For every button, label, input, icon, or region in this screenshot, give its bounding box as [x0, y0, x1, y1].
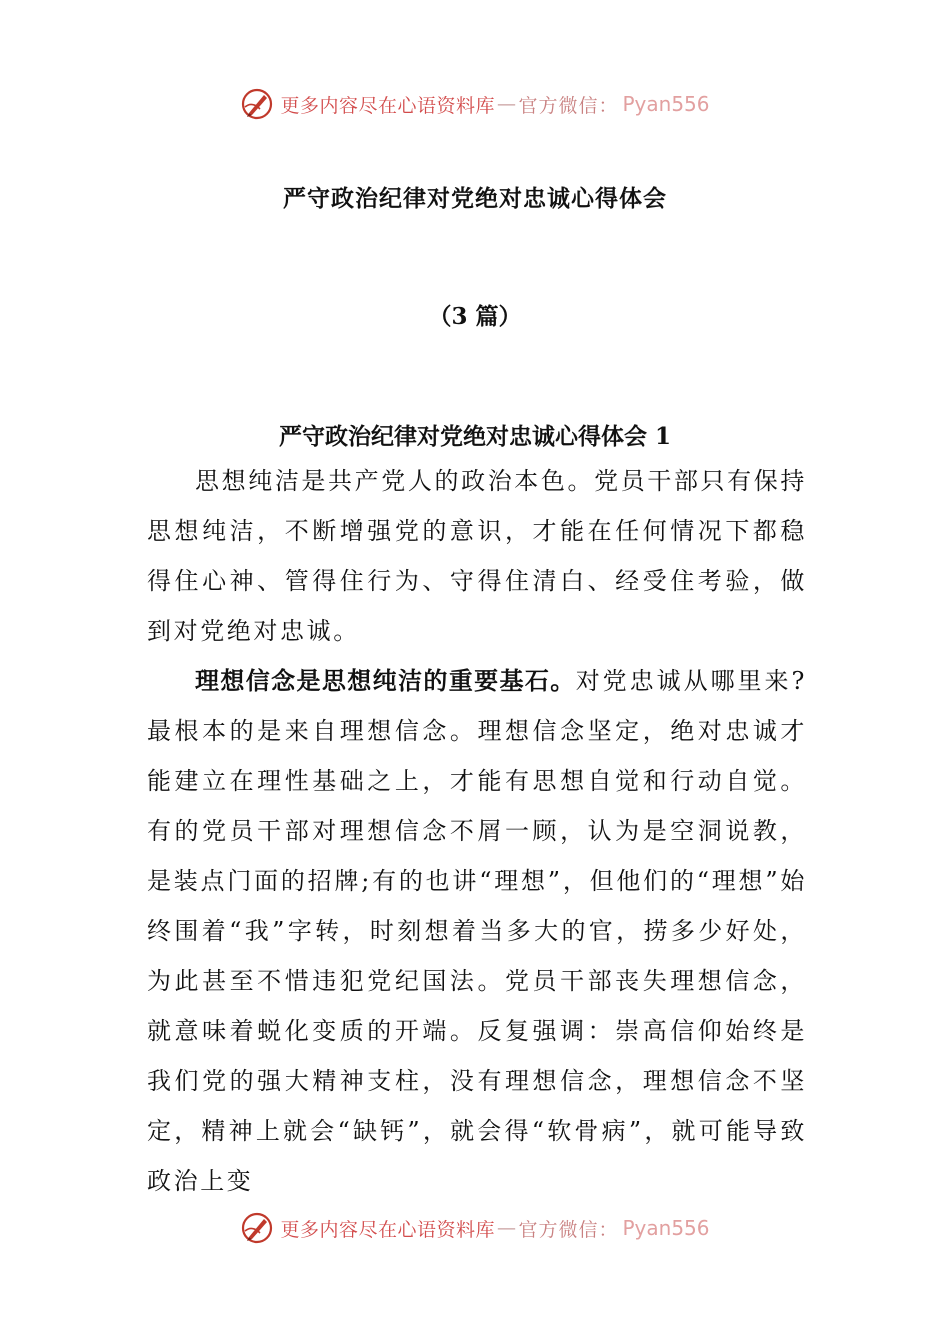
footer-watermark: [0, 1208, 950, 1248]
document-subtitle: （3 篇）: [428, 303, 522, 330]
footer-watermark-text: 更多内容尽在心语资料库: [280, 1218, 495, 1241]
paragraph-1-text: 思想纯洁是共产党人的政治本色。党员干部只有保持思想纯洁，不断增强党的意识，才能在任何情况下都稳得住心神、管得住行为、守得住清白、经受住考验，做到对党绝对忠诚。: [147, 467, 807, 645]
pen-seal-logo-icon: [240, 1211, 274, 1245]
document-body: [147, 456, 807, 1206]
paragraph-2: [147, 656, 807, 1206]
footer-watermark-wechat-label: 官方微信：: [518, 1218, 619, 1241]
footer-watermark-separator: —: [496, 1217, 517, 1239]
document-title: 严守政治纪律对党绝对忠诚心得体会: [283, 185, 667, 212]
paragraph-2-text: 对党忠诚从哪里来?最根本的是来自理想信念。理想信念坚定，绝对忠诚才能建立在理性基础之上，才能有思想自觉和行动自觉。有的党员干部对理想信念不屑一顾，认为是空洞说教，是装点门面的招牌;有的也讲“理想”，但他们的“理想”始终围着“我”字转，时刻想着当多大的官，捞多少好处，为此甚至不惜违犯党纪国法。党员干部丧失理想信念，就意味着蜕化变质的开端。反复强调：崇高信仰始终是我们党的强大精神支柱，没有理想信念，理想信念不坚定，精神上就会“缺钙”，就会得“软骨病”，就可能导致政治上变: [147, 667, 807, 1195]
section-heading: 严守政治纪律对党绝对忠诚心得体会 1: [278, 423, 671, 450]
watermark-text: 更多内容尽在心语资料库: [280, 94, 495, 117]
footer-watermark-wechat-id: Pyan556: [622, 1216, 710, 1240]
watermark-wechat-label: 官方微信：: [518, 94, 619, 117]
watermark-separator: —: [496, 93, 517, 115]
paragraph-2-lead: 理想信念是思想纯洁的重要基石。: [195, 666, 576, 695]
pen-seal-logo-icon: [240, 87, 274, 121]
paragraph-1: [147, 456, 807, 656]
watermark-wechat-id: Pyan556: [622, 92, 710, 116]
header-watermark: [0, 84, 950, 124]
